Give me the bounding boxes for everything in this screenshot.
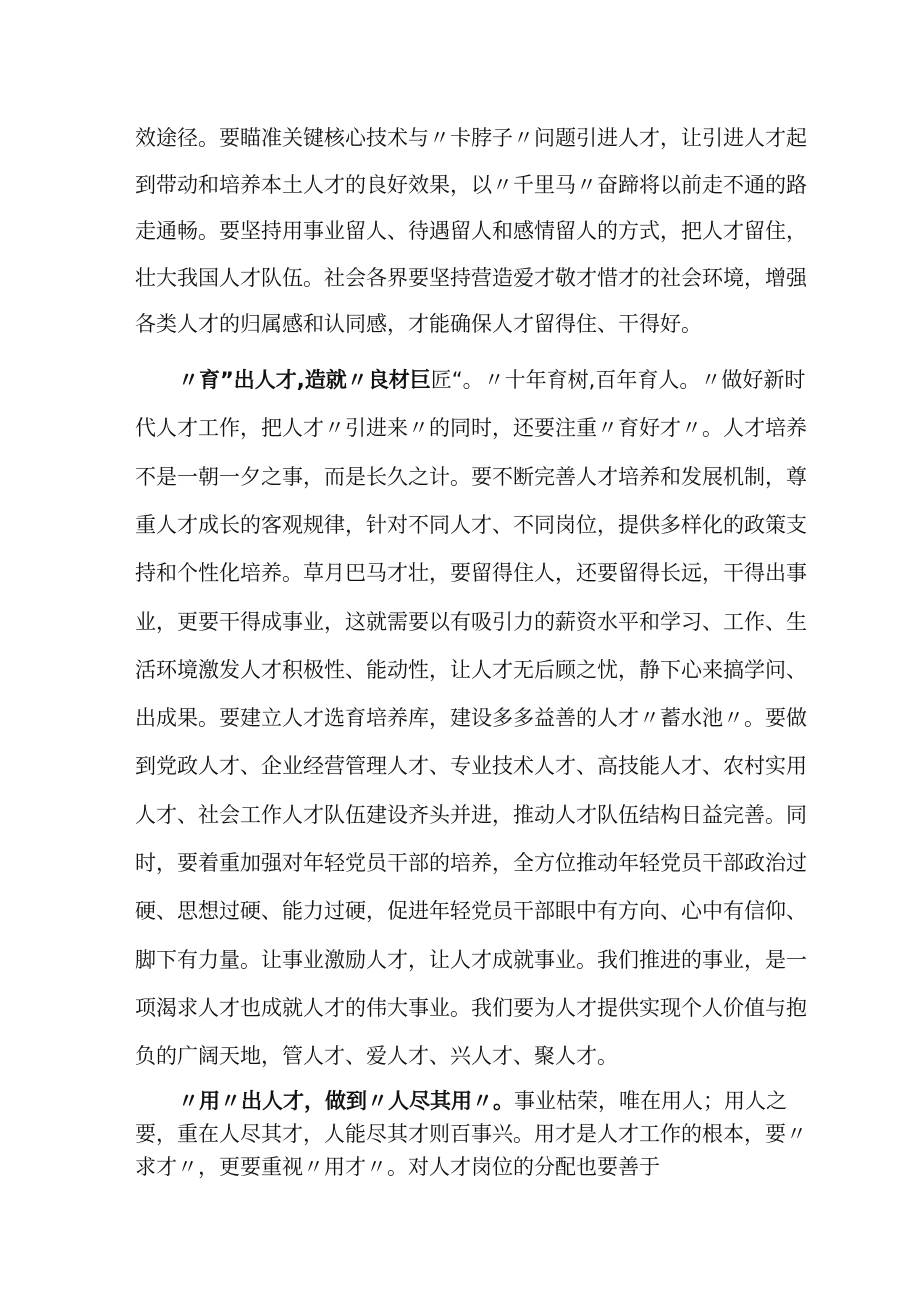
line-text: 壮大我国人才队伍。社会各界要坚持营造爱才敬才惜才的社会环境，增强 xyxy=(135,265,807,290)
text-line xyxy=(135,464,807,490)
text-line xyxy=(135,609,807,635)
line-text: 事业枯荣，唯在用人；用人之 xyxy=(514,1089,787,1113)
text-line xyxy=(135,705,807,731)
text-line xyxy=(135,850,807,876)
text-line xyxy=(135,512,807,538)
text-line xyxy=(135,1043,795,1069)
text-line xyxy=(135,265,807,291)
line-text: 要，重在人尽其才，人能尽其才则百事兴。用才是人才工作的根本，要〃 xyxy=(135,1122,807,1146)
line-text: 重人才成长的客观规律，针对不同人才、不同岗位，提供多样化的政策支 xyxy=(135,512,807,537)
text-line xyxy=(135,947,807,973)
text-line xyxy=(135,311,795,337)
text-line xyxy=(135,1121,807,1147)
text-line xyxy=(135,172,807,198)
line-text: 走通畅。要坚持用事业留人、待遇留人和感情留人的方式，把人才留住， xyxy=(135,219,807,243)
line-text: 到党政人才、企业经营管理人才、专业技术人才、高技能人才、农村实用 xyxy=(135,754,807,779)
line-text: 活环境激发人才积极性、能动性，让人才无后顾之忧，静下心来搞学问、 xyxy=(135,657,807,682)
line-text: 持和个性化培养。草月巴马才壮，要留得住人，还要留得长远，干得出事 xyxy=(135,561,807,586)
text-line xyxy=(178,1088,838,1114)
line-text: 硬、思想过硬、能力过硬，促进年轻党员干部眼中有方向、心中有信仰、 xyxy=(135,899,807,924)
section-heading: 〃用〃出人才，做到〃人尽其用〃。 xyxy=(178,1089,514,1113)
line-text: 项渴求人才也成就人才的伟大事业。我们要为人才提供实现个人价值与抱 xyxy=(135,995,807,1020)
line-text: 求才〃，更要重视〃用才〃。对人才岗位的分配也要善于 xyxy=(135,1155,660,1179)
text-line xyxy=(135,898,807,924)
line-text: 到带动和培养本土人才的良好效果，以〃千里马〃奋蹄将以前走不通的路 xyxy=(135,172,807,197)
line-text: 匠“。〃十年育树,百年育人。〃做好新时 xyxy=(430,368,806,392)
text-line xyxy=(135,560,807,586)
line-text: 脚下有力量。让事业激励人才，让人才成就事业。我们推进的事业，是一 xyxy=(135,947,807,972)
text-line xyxy=(135,657,807,683)
text-line xyxy=(178,367,838,393)
text-line xyxy=(135,753,807,779)
text-line xyxy=(135,995,807,1021)
line-text: 出成果。要建立人才选育培养库，建设多多益善的人才〃蓄水池〃。要做 xyxy=(135,706,807,731)
line-text: 时，要着重加强对年轻党员干部的培养，全方位推动年轻党员干部政治过 xyxy=(135,851,807,875)
text-line xyxy=(135,218,807,244)
line-text: 代人才工作，把人才〃引进来〃的同时，还要注重〃育好才〃。人才培养 xyxy=(135,416,807,441)
line-text: 业，更要干得成事业，这就需要以有吸引力的薪资水平和学习、工作、生 xyxy=(135,609,807,634)
text-line xyxy=(135,1154,795,1180)
line-text: 不是一朝一夕之事，而是长久之计。要不断完善人才培养和发展机制，尊 xyxy=(135,464,807,489)
text-line xyxy=(135,415,807,441)
line-text: 效途径。要瞄准关键核心技术与〃卡脖子〃问题引进人才，让引进人才起 xyxy=(135,126,807,150)
text-line xyxy=(135,125,807,151)
line-text: 负的广阔天地，管人才、爱人才、兴人才、聚人才。 xyxy=(135,1044,618,1069)
section-heading: 〃育”出人才,造就〃良材巨 xyxy=(178,368,431,392)
line-text: 各类人才的归属感和认同感，才能确保人才留得住、干得好。 xyxy=(135,312,702,336)
line-text: 人才、社会工作人才队伍建设齐头并进，推动人才队伍结构日益完善。同 xyxy=(135,802,807,827)
text-line xyxy=(135,802,807,828)
